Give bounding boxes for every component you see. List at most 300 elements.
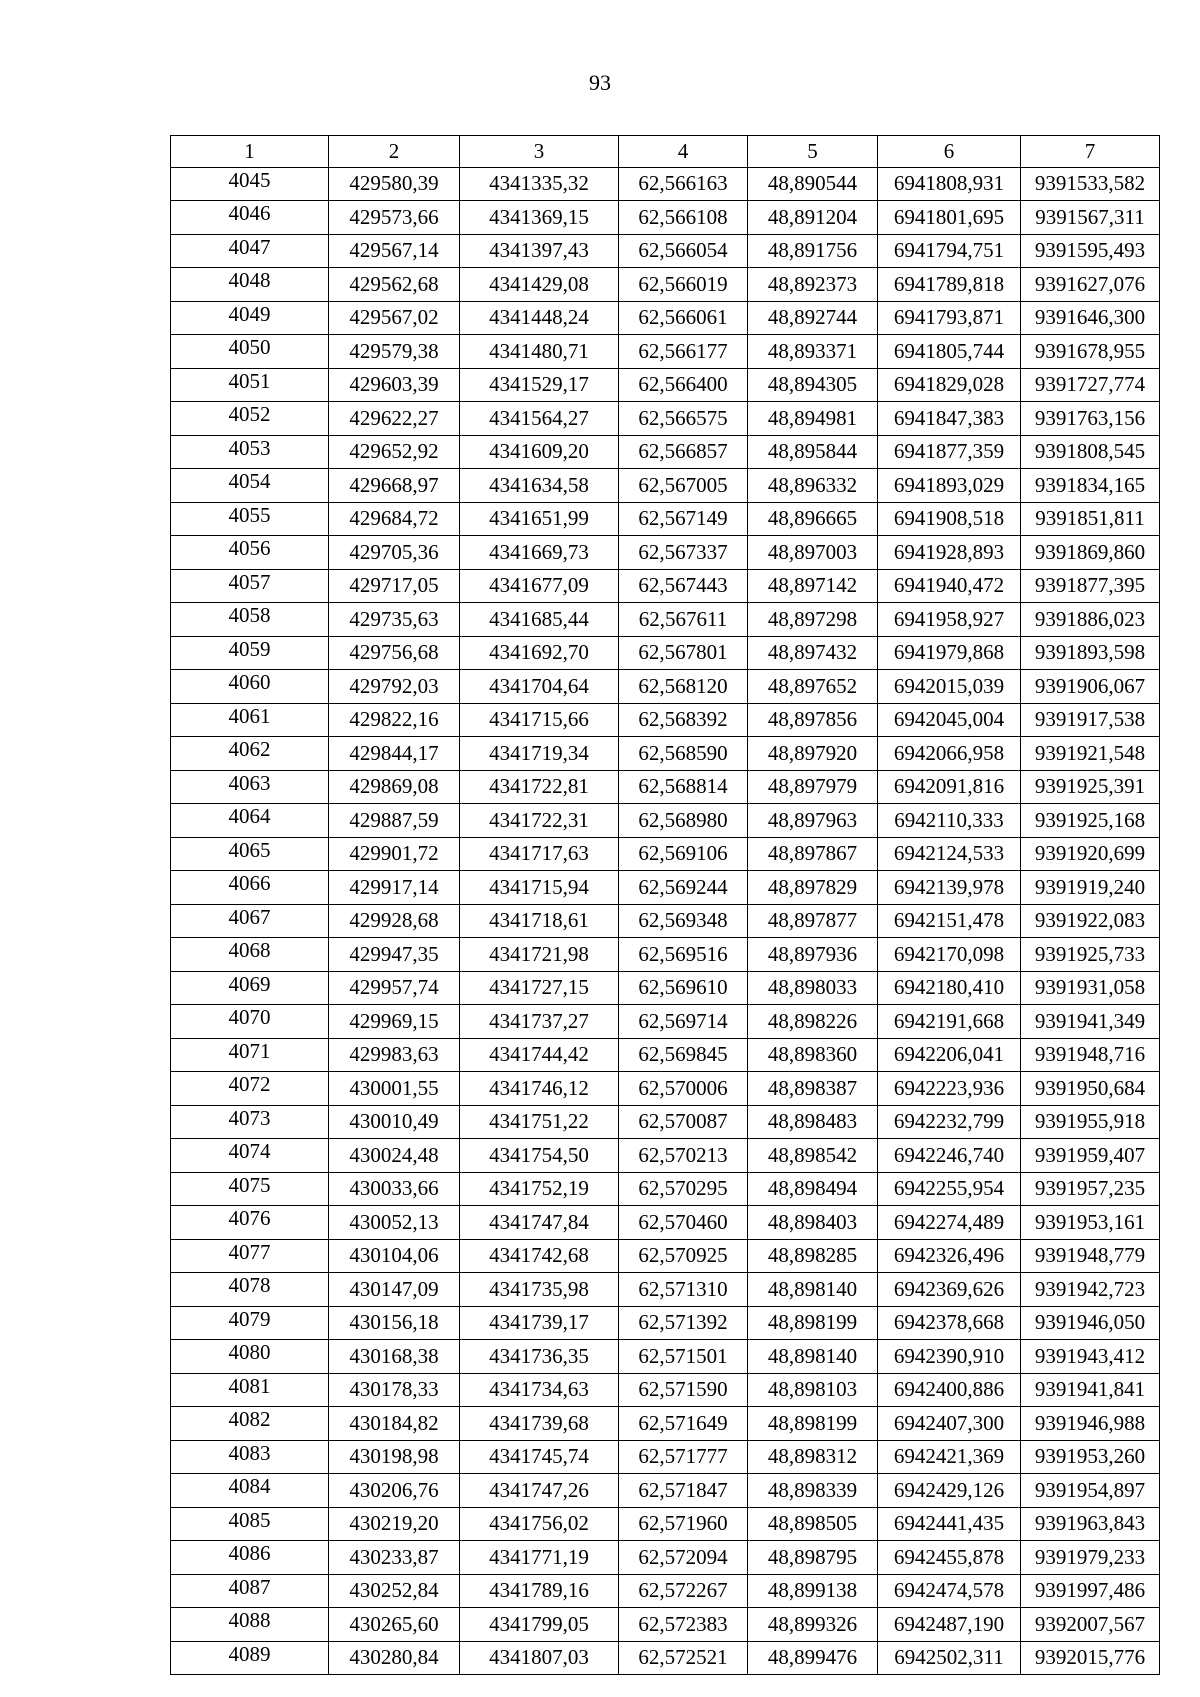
coordinate-cell: 429957,74 [329, 971, 460, 1005]
point-number-cell: 4088 [171, 1608, 329, 1642]
coordinate-cell: 48,892744 [748, 301, 878, 335]
coordinate-cell: 62,569244 [619, 871, 748, 905]
coordinate-cell: 6942124,533 [878, 837, 1021, 871]
column-header-5: 5 [748, 136, 878, 168]
coordinate-cell: 6941893,029 [878, 469, 1021, 503]
coordinate-cell: 9391954,897 [1021, 1474, 1160, 1508]
coordinate-cell: 9391646,300 [1021, 301, 1160, 335]
point-number-cell: 4087 [171, 1574, 329, 1608]
coordinate-cell: 429567,14 [329, 234, 460, 268]
coordinate-cell: 9391957,235 [1021, 1172, 1160, 1206]
coordinate-cell: 48,894305 [748, 368, 878, 402]
coordinate-cell: 62,571960 [619, 1507, 748, 1541]
point-number-cell: 4058 [171, 603, 329, 637]
coordinate-cell: 9391925,168 [1021, 804, 1160, 838]
point-number-cell: 4059 [171, 636, 329, 670]
table-row [171, 1474, 1160, 1508]
coordinate-cell: 9391979,233 [1021, 1541, 1160, 1575]
coordinate-cell: 6942223,936 [878, 1072, 1021, 1106]
point-number-cell: 4072 [171, 1072, 329, 1106]
coordinate-cell: 62,569106 [619, 837, 748, 871]
coordinate-cell: 9391919,240 [1021, 871, 1160, 905]
coordinate-cell: 430206,76 [329, 1474, 460, 1508]
point-number-cell: 4070 [171, 1005, 329, 1039]
coordinate-cell: 48,897829 [748, 871, 878, 905]
coordinate-cell: 9391931,058 [1021, 971, 1160, 1005]
coordinate-cell: 62,567337 [619, 536, 748, 570]
coordinate-cell: 4341397,43 [460, 234, 619, 268]
coordinate-cell: 4341634,58 [460, 469, 619, 503]
coordinate-cell: 430280,84 [329, 1641, 460, 1675]
coordinate-cell: 429887,59 [329, 804, 460, 838]
coordinate-cell: 6942091,816 [878, 770, 1021, 804]
point-number-cell: 4075 [171, 1172, 329, 1206]
table-row [171, 1239, 1160, 1273]
coordinate-cell: 429579,38 [329, 335, 460, 369]
coordinate-cell: 48,898494 [748, 1172, 878, 1206]
point-number-cell: 4076 [171, 1206, 329, 1240]
point-number-cell: 4078 [171, 1273, 329, 1307]
coordinate-cell: 4341722,81 [460, 770, 619, 804]
coordinate-cell: 9391851,811 [1021, 502, 1160, 536]
table-row [171, 502, 1160, 536]
coordinate-cell: 6941877,359 [878, 435, 1021, 469]
coordinate-cell: 4341734,63 [460, 1373, 619, 1407]
table-row [171, 737, 1160, 771]
coordinate-cell: 6942421,369 [878, 1440, 1021, 1474]
coordinate-cell: 6942502,311 [878, 1641, 1021, 1675]
coordinate-cell: 4341677,09 [460, 569, 619, 603]
point-number-cell: 4086 [171, 1541, 329, 1575]
coordinate-cell: 9391877,395 [1021, 569, 1160, 603]
point-number-cell: 4083 [171, 1440, 329, 1474]
coordinate-cell: 9391997,486 [1021, 1574, 1160, 1608]
point-number-cell: 4050 [171, 335, 329, 369]
coordinate-cell: 6941801,695 [878, 201, 1021, 235]
point-number-cell: 4077 [171, 1239, 329, 1273]
table-row [171, 1340, 1160, 1374]
coordinate-cell: 430052,13 [329, 1206, 460, 1240]
coordinate-cell: 6942378,668 [878, 1306, 1021, 1340]
coordinate-cell: 48,893371 [748, 335, 878, 369]
table-row [171, 1072, 1160, 1106]
coordinate-cell: 6942180,410 [878, 971, 1021, 1005]
coordinate-cell: 62,566054 [619, 234, 748, 268]
coordinate-cell: 4341715,66 [460, 703, 619, 737]
coordinate-cell: 6942246,740 [878, 1139, 1021, 1173]
coordinate-cell: 48,897432 [748, 636, 878, 670]
coordinate-cell: 9391906,067 [1021, 670, 1160, 704]
coordinate-cell: 62,570925 [619, 1239, 748, 1273]
coordinate-cell: 429917,14 [329, 871, 460, 905]
coordinate-cell: 48,898199 [748, 1306, 878, 1340]
table-row [171, 904, 1160, 938]
coordinate-cell: 6942274,489 [878, 1206, 1021, 1240]
coordinate-cell: 9391959,407 [1021, 1139, 1160, 1173]
coordinate-cell: 4341799,05 [460, 1608, 619, 1642]
point-number-cell: 4047 [171, 234, 329, 268]
coordinate-cell: 48,898140 [748, 1340, 878, 1374]
point-number-cell: 4051 [171, 368, 329, 402]
point-number-cell: 4073 [171, 1105, 329, 1139]
table-row [171, 1105, 1160, 1139]
coordinate-cell: 4341722,31 [460, 804, 619, 838]
coordinate-cell: 9391941,349 [1021, 1005, 1160, 1039]
coordinate-cell: 4341735,98 [460, 1273, 619, 1307]
coordinate-cell: 6942255,954 [878, 1172, 1021, 1206]
coordinate-cell: 48,898505 [748, 1507, 878, 1541]
coordinate-cell: 429562,68 [329, 268, 460, 302]
coordinate-cell: 6941808,931 [878, 167, 1021, 201]
coordinate-cell: 4341754,50 [460, 1139, 619, 1173]
coordinate-cell: 62,566857 [619, 435, 748, 469]
coordinate-cell: 48,898542 [748, 1139, 878, 1173]
coordinate-cell: 430233,87 [329, 1541, 460, 1575]
point-number-cell: 4082 [171, 1407, 329, 1441]
coordinate-cell: 48,898103 [748, 1373, 878, 1407]
table-row [171, 335, 1160, 369]
coordinate-cell: 6941979,868 [878, 636, 1021, 670]
coordinate-cell: 430219,20 [329, 1507, 460, 1541]
coordinate-cell: 4341335,32 [460, 167, 619, 201]
coordinate-cell: 6942045,004 [878, 703, 1021, 737]
coordinate-cell: 62,567611 [619, 603, 748, 637]
table-row [171, 1273, 1160, 1307]
coordinate-cell: 48,897979 [748, 770, 878, 804]
coordinate-cell: 4341739,17 [460, 1306, 619, 1340]
coordinate-cell: 62,566061 [619, 301, 748, 335]
coordinate-cell: 6941829,028 [878, 368, 1021, 402]
table-row [171, 1608, 1160, 1642]
coordinate-cell: 62,570087 [619, 1105, 748, 1139]
coordinate-cell: 48,898483 [748, 1105, 878, 1139]
point-number-cell: 4052 [171, 402, 329, 436]
coordinate-cell: 4341704,64 [460, 670, 619, 704]
coordinate-cell: 6941928,893 [878, 536, 1021, 570]
coordinate-cell: 48,898226 [748, 1005, 878, 1039]
table-row [171, 636, 1160, 670]
coordinate-cell: 62,566163 [619, 167, 748, 201]
coordinate-cell: 48,897856 [748, 703, 878, 737]
coordinate-cell: 62,566400 [619, 368, 748, 402]
coordinate-cell: 48,890544 [748, 167, 878, 201]
coordinate-cell: 6942407,300 [878, 1407, 1021, 1441]
coordinate-cell: 6942429,126 [878, 1474, 1021, 1508]
coordinate-cell: 48,891756 [748, 234, 878, 268]
coordinate-cell: 6942487,190 [878, 1608, 1021, 1642]
coordinate-cell: 430104,06 [329, 1239, 460, 1273]
table-row [171, 703, 1160, 737]
point-number-cell: 4069 [171, 971, 329, 1005]
coordinate-cell: 9392015,776 [1021, 1641, 1160, 1675]
table-row [171, 402, 1160, 436]
point-number-cell: 4063 [171, 770, 329, 804]
coordinate-cell: 62,567801 [619, 636, 748, 670]
coordinate-cell: 62,572383 [619, 1608, 748, 1642]
coordinate-cell: 62,568980 [619, 804, 748, 838]
table-row [171, 368, 1160, 402]
coordinate-cell: 6941805,744 [878, 335, 1021, 369]
coordinate-cell: 429603,39 [329, 368, 460, 402]
point-number-cell: 4079 [171, 1306, 329, 1340]
coordinate-cell: 9391943,412 [1021, 1340, 1160, 1374]
coordinate-cell: 9391869,860 [1021, 536, 1160, 570]
table-row [171, 603, 1160, 637]
coordinate-cell: 48,898285 [748, 1239, 878, 1273]
column-header-1: 1 [171, 136, 329, 168]
coordinate-cell: 4341651,99 [460, 502, 619, 536]
table-row [171, 1373, 1160, 1407]
coordinate-cell: 429822,16 [329, 703, 460, 737]
coordinate-cell: 4341746,12 [460, 1072, 619, 1106]
coordinate-cell: 62,566575 [619, 402, 748, 436]
coordinate-cell: 4341564,27 [460, 402, 619, 436]
coordinate-cell: 429717,05 [329, 569, 460, 603]
coordinate-cell: 430265,60 [329, 1608, 460, 1642]
table-row [171, 201, 1160, 235]
table-row [171, 1541, 1160, 1575]
coordinate-cell: 430024,48 [329, 1139, 460, 1173]
coordinate-cell: 48,897877 [748, 904, 878, 938]
table-row [171, 234, 1160, 268]
coordinate-cell: 430033,66 [329, 1172, 460, 1206]
table-row [171, 837, 1160, 871]
coordinate-cell: 6942206,041 [878, 1038, 1021, 1072]
coordinate-cell: 4341745,74 [460, 1440, 619, 1474]
coordinate-cell: 4341747,84 [460, 1206, 619, 1240]
coordinate-cell: 62,570295 [619, 1172, 748, 1206]
coordinate-cell: 6941789,818 [878, 268, 1021, 302]
point-number-cell: 4053 [171, 435, 329, 469]
coordinate-cell: 6941794,751 [878, 234, 1021, 268]
coordinate-cell: 9391946,050 [1021, 1306, 1160, 1340]
coordinate-cell: 48,898360 [748, 1038, 878, 1072]
coordinate-cell: 48,891204 [748, 201, 878, 235]
coordinate-cell: 48,896665 [748, 502, 878, 536]
coordinate-cell: 9391942,723 [1021, 1273, 1160, 1307]
coordinate-cell: 6942110,333 [878, 804, 1021, 838]
coordinate-cell: 48,892373 [748, 268, 878, 302]
table-row [171, 1038, 1160, 1072]
table-row [171, 804, 1160, 838]
coordinate-cell: 62,568120 [619, 670, 748, 704]
coordinate-cell: 9391763,156 [1021, 402, 1160, 436]
coordinate-cell: 4341789,16 [460, 1574, 619, 1608]
coordinate-cell: 9391922,083 [1021, 904, 1160, 938]
coordinate-cell: 430198,98 [329, 1440, 460, 1474]
coordinate-cell: 48,895844 [748, 435, 878, 469]
coordinate-cell: 9391948,716 [1021, 1038, 1160, 1072]
point-number-cell: 4071 [171, 1038, 329, 1072]
coordinate-cell: 4341715,94 [460, 871, 619, 905]
table-row [171, 971, 1160, 1005]
coordinate-cell: 6942474,578 [878, 1574, 1021, 1608]
table-row [171, 1407, 1160, 1441]
coordinate-cell: 429735,63 [329, 603, 460, 637]
column-header-7: 7 [1021, 136, 1160, 168]
coordinate-cell: 430010,49 [329, 1105, 460, 1139]
coordinate-cell: 62,569516 [619, 938, 748, 972]
coordinate-cell: 48,897142 [748, 569, 878, 603]
column-header-6: 6 [878, 136, 1021, 168]
coordinate-cell: 429652,92 [329, 435, 460, 469]
coordinate-cell: 6941940,472 [878, 569, 1021, 603]
coordinate-cell: 4341739,68 [460, 1407, 619, 1441]
coordinate-cell: 6942326,496 [878, 1239, 1021, 1273]
coordinate-cell: 62,568814 [619, 770, 748, 804]
point-number-cell: 4068 [171, 938, 329, 972]
point-number-cell: 4048 [171, 268, 329, 302]
coordinate-cell: 429947,35 [329, 938, 460, 972]
coordinate-cell: 430156,18 [329, 1306, 460, 1340]
coordinate-cell: 429844,17 [329, 737, 460, 771]
coordinate-cell: 430001,55 [329, 1072, 460, 1106]
point-number-cell: 4056 [171, 536, 329, 570]
table-row [171, 435, 1160, 469]
coordinate-cell: 6942441,435 [878, 1507, 1021, 1541]
table-row [171, 569, 1160, 603]
coordinate-cell: 429969,15 [329, 1005, 460, 1039]
coordinate-cell: 62,567005 [619, 469, 748, 503]
coordinate-cell: 9391808,545 [1021, 435, 1160, 469]
coordinate-cell: 48,898033 [748, 971, 878, 1005]
coordinate-cell: 62,571392 [619, 1306, 748, 1340]
point-number-cell: 4085 [171, 1507, 329, 1541]
coordinate-cell: 6942191,668 [878, 1005, 1021, 1039]
table-row [171, 536, 1160, 570]
point-number-cell: 4067 [171, 904, 329, 938]
coordinate-cell: 6942369,626 [878, 1273, 1021, 1307]
table-row [171, 1507, 1160, 1541]
table-row [171, 1206, 1160, 1240]
coordinate-cell: 430147,09 [329, 1273, 460, 1307]
coordinate-cell: 4341747,26 [460, 1474, 619, 1508]
coordinate-cell: 48,897652 [748, 670, 878, 704]
coordinate-cell: 9391946,988 [1021, 1407, 1160, 1441]
coordinate-cell: 62,571501 [619, 1340, 748, 1374]
coordinate-cell: 6942400,886 [878, 1373, 1021, 1407]
coordinate-cell: 9391941,841 [1021, 1373, 1160, 1407]
table-row [171, 1306, 1160, 1340]
coordinate-cell: 62,571310 [619, 1273, 748, 1307]
point-number-cell: 4060 [171, 670, 329, 704]
table-row [171, 938, 1160, 972]
coordinate-cell: 6941847,383 [878, 402, 1021, 436]
coordinate-cell: 62,569610 [619, 971, 748, 1005]
point-number-cell: 4065 [171, 837, 329, 871]
coordinate-cell: 6942139,978 [878, 871, 1021, 905]
coordinate-cell: 4341685,44 [460, 603, 619, 637]
coordinate-cell: 9391921,548 [1021, 737, 1160, 771]
coordinate-cell: 4341480,71 [460, 335, 619, 369]
table-row [171, 167, 1160, 201]
coordinate-cell: 9391950,684 [1021, 1072, 1160, 1106]
coordinate-cell: 6942390,910 [878, 1340, 1021, 1374]
table-row [171, 670, 1160, 704]
column-header-2: 2 [329, 136, 460, 168]
coordinate-cell: 48,899138 [748, 1574, 878, 1608]
coordinate-cell: 48,898140 [748, 1273, 878, 1307]
coordinate-cell: 9391953,260 [1021, 1440, 1160, 1474]
coordinate-cell: 62,572267 [619, 1574, 748, 1608]
coordinate-cell: 429573,66 [329, 201, 460, 235]
coordinate-cell: 9392007,567 [1021, 1608, 1160, 1642]
coordinate-cell: 62,568590 [619, 737, 748, 771]
coordinate-cell: 4341756,02 [460, 1507, 619, 1541]
coordinate-cell: 62,567149 [619, 502, 748, 536]
coordinate-cell: 429705,36 [329, 536, 460, 570]
coordinate-cell: 4341529,17 [460, 368, 619, 402]
point-number-cell: 4062 [171, 737, 329, 771]
table-row [171, 268, 1160, 302]
coordinate-cell: 429622,27 [329, 402, 460, 436]
point-number-cell: 4054 [171, 469, 329, 503]
coordinate-cell: 48,896332 [748, 469, 878, 503]
coordinate-cell: 62,569845 [619, 1038, 748, 1072]
coordinate-cell: 6941908,518 [878, 502, 1021, 536]
coordinate-cell: 429792,03 [329, 670, 460, 704]
coordinate-cell: 62,567443 [619, 569, 748, 603]
column-header-4: 4 [619, 136, 748, 168]
coordinate-cell: 9391955,918 [1021, 1105, 1160, 1139]
coordinate-cell: 429901,72 [329, 837, 460, 871]
point-number-cell: 4084 [171, 1474, 329, 1508]
coordinate-cell: 4341771,19 [460, 1541, 619, 1575]
table-row [171, 1139, 1160, 1173]
coordinate-cell: 6942015,039 [878, 670, 1021, 704]
coordinate-cell: 62,570006 [619, 1072, 748, 1106]
coordinate-cell: 48,899326 [748, 1608, 878, 1642]
point-number-cell: 4055 [171, 502, 329, 536]
point-number-cell: 4057 [171, 569, 329, 603]
coordinate-cell: 4341742,68 [460, 1239, 619, 1273]
coordinate-cell: 430178,33 [329, 1373, 460, 1407]
coordinate-cell: 9391948,779 [1021, 1239, 1160, 1273]
coordinate-cell: 4341727,15 [460, 971, 619, 1005]
table-row [171, 770, 1160, 804]
coordinates-table [170, 135, 1160, 1675]
point-number-cell: 4089 [171, 1641, 329, 1675]
coordinate-cell: 6942066,958 [878, 737, 1021, 771]
coordinate-cell: 4341751,22 [460, 1105, 619, 1139]
coordinate-cell: 9391925,733 [1021, 938, 1160, 972]
coordinate-cell: 48,899476 [748, 1641, 878, 1675]
coordinate-cell: 62,566019 [619, 268, 748, 302]
coordinate-cell: 48,898312 [748, 1440, 878, 1474]
coordinate-cell: 430168,38 [329, 1340, 460, 1374]
coordinate-cell: 4341807,03 [460, 1641, 619, 1675]
coordinate-cell: 62,571590 [619, 1373, 748, 1407]
coordinate-cell: 9391925,391 [1021, 770, 1160, 804]
page-number: 93 [589, 70, 611, 95]
coordinate-cell: 429983,63 [329, 1038, 460, 1072]
coordinate-cell: 48,898795 [748, 1541, 878, 1575]
coordinate-cell: 4341752,19 [460, 1172, 619, 1206]
coordinate-cell: 62,570460 [619, 1206, 748, 1240]
coordinate-cell: 4341719,34 [460, 737, 619, 771]
coordinate-cell: 6941793,871 [878, 301, 1021, 335]
coordinate-cell: 4341737,27 [460, 1005, 619, 1039]
coordinate-cell: 6942151,478 [878, 904, 1021, 938]
coordinate-cell: 62,569714 [619, 1005, 748, 1039]
coordinate-cell: 9391533,582 [1021, 167, 1160, 201]
coordinate-cell: 48,898387 [748, 1072, 878, 1106]
coordinate-cell: 62,572094 [619, 1541, 748, 1575]
coordinate-cell: 62,568392 [619, 703, 748, 737]
point-number-cell: 4074 [171, 1139, 329, 1173]
point-number-cell: 4080 [171, 1340, 329, 1374]
coordinate-cell: 62,570213 [619, 1139, 748, 1173]
